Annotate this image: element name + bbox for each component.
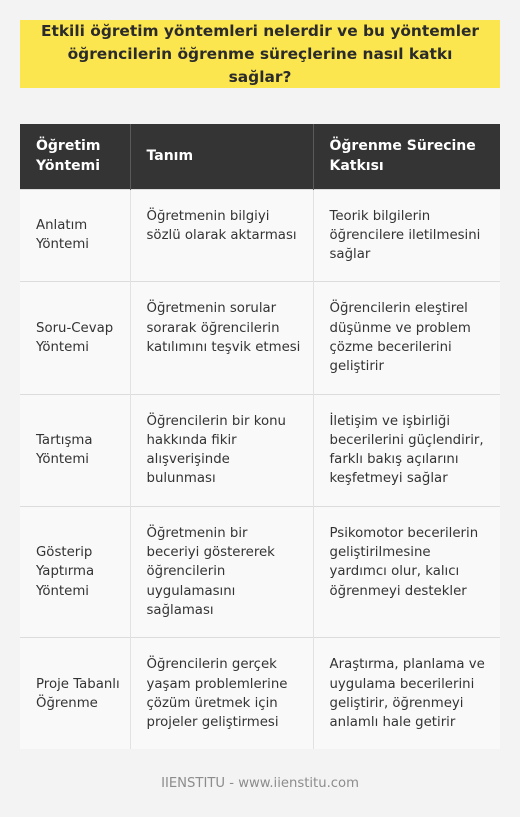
definition-cell: Öğretmenin bilgiyi sözlü olarak aktarması <box>130 189 313 282</box>
table-header-row <box>20 124 500 189</box>
contribution-cell: Araştırma, planlama ve uygulama becerilerini geliştirir, öğrenmeyi anlamlı hale getirir <box>313 638 500 750</box>
method-cell: Anlatım Yöntemi <box>20 189 130 282</box>
header-contribution: Öğrenme Sürecine Katkısı <box>313 124 500 189</box>
contribution-cell: Psikomotor becerilerin geliştirilmesine yardımcı olur, kalıcı öğrenmeyi destekler <box>313 506 500 637</box>
table-row <box>20 638 500 750</box>
method-cell: Proje Tabanlı Öğrenme <box>20 638 130 750</box>
header-definition: Tanım <box>130 124 313 189</box>
header-method: Öğretim Yöntemi <box>20 124 130 189</box>
table-row <box>20 506 500 637</box>
definition-cell: Öğretmenin sorular sorarak öğrencilerin katılımını teşvik etmesi <box>130 282 313 394</box>
table-row <box>20 394 500 506</box>
definition-cell: Öğrencilerin bir konu hakkında fikir alışverişinde bulunması <box>130 394 313 506</box>
definition-cell: Öğretmenin bir beceriyi göstererek öğrencilerin uygulamasını sağlaması <box>130 506 313 637</box>
method-cell: Gösterip Yaptırma Yöntemi <box>20 506 130 637</box>
footer-credit: IIENSTITU - www.iienstitu.com <box>161 776 359 791</box>
methods-table <box>20 124 500 749</box>
contribution-cell: Öğrencilerin eleştirel düşünme ve problem çözme becerilerini geliştirir <box>313 282 500 394</box>
definition-cell: Öğrencilerin gerçek yaşam problemlerine çözüm üretmek için projeler geliştirmesi <box>130 638 313 750</box>
method-cell: Tartışma Yöntemi <box>20 394 130 506</box>
contribution-cell: Teorik bilgilerin öğrencilere iletilmesini sağlar <box>313 189 500 282</box>
table-row <box>20 189 500 282</box>
method-cell: Soru-Cevap Yöntemi <box>20 282 130 394</box>
contribution-cell: İletişim ve işbirliği becerilerini güçlendirir, farklı bakış açılarını keşfetmeyi sağlar <box>313 394 500 506</box>
table-row <box>20 282 500 394</box>
page-title: Etkili öğretim yöntemleri nelerdir ve bu yöntemler öğrencilerin öğrenme süreçlerine nasıl katkı sağlar? <box>40 21 480 86</box>
title-banner <box>20 20 500 88</box>
